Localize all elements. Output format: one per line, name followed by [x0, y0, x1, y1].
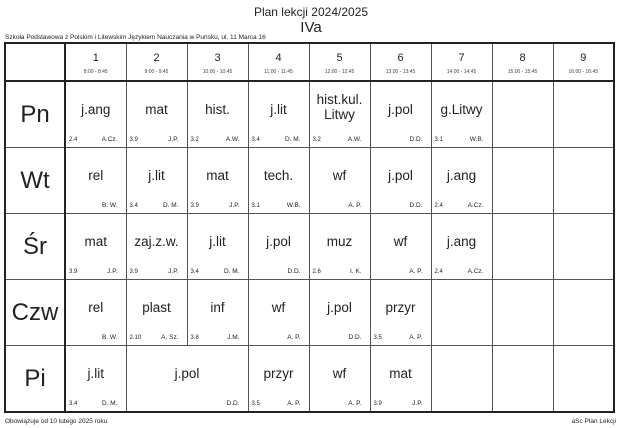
lesson-teacher: J.M. [227, 334, 240, 341]
lesson-cell [431, 148, 492, 214]
lesson-cell [187, 81, 248, 148]
lesson-subject: wf [332, 366, 347, 381]
lesson-teacher: D.D. [409, 202, 423, 209]
period-time: 12:00 - 12:45 [324, 69, 355, 75]
period-number: 5 [336, 52, 343, 64]
lesson-subject: j.lit [270, 102, 287, 117]
lesson-cell [248, 214, 309, 280]
lesson-room: 2.4 [434, 203, 443, 209]
lesson-subject: zaj.z.w. [134, 234, 179, 249]
lesson-cell [65, 346, 126, 413]
lesson-cell [553, 214, 614, 280]
lesson-subject: j.pol [174, 366, 200, 381]
lesson-cell [187, 280, 248, 346]
lesson-subject: g.Litwy [440, 102, 483, 117]
lesson-room: 3.2 [190, 137, 199, 143]
lesson-cell [492, 81, 553, 148]
lesson-cell [431, 280, 492, 346]
lesson-subject: muz [326, 234, 353, 249]
lesson-cell [553, 280, 614, 346]
lesson-cell [553, 81, 614, 148]
lesson-subject: j.ang [81, 102, 111, 117]
day-name: Czw [5, 280, 65, 346]
lesson-room: 3.9 [190, 203, 199, 209]
lesson-teacher: D.D. [226, 400, 240, 407]
lesson-subject: j.lit [148, 168, 165, 183]
day-name: Śr [5, 214, 65, 280]
lesson-cell [65, 81, 126, 148]
lesson-room: 2.6 [312, 269, 321, 275]
lesson-teacher: A.Cz. [101, 136, 118, 143]
lesson-room: 3.4 [190, 269, 199, 275]
lesson-cell [370, 81, 431, 148]
school-name: Szkoła Podstawowa z Polskim i Litewskim Językiem Nauczania w Puńsku, ul. 11 Marca 16 [5, 34, 266, 41]
period-number: 4 [275, 52, 282, 64]
lesson-room: 3.9 [373, 401, 382, 407]
lesson-cell [431, 346, 492, 413]
lesson-cell [309, 148, 370, 214]
lesson-subject: j.lit [87, 366, 104, 381]
lesson-cell [248, 81, 309, 148]
lesson-subject: mat [206, 168, 229, 183]
lesson-teacher: J.P. [412, 400, 423, 407]
lesson-subject: przyr [385, 300, 416, 315]
period-header-6 [370, 43, 431, 81]
app-credit: aSc Plan Lekcji [571, 418, 616, 425]
period-header-row [5, 43, 614, 81]
lesson-room: 3.4 [251, 137, 260, 143]
period-time: 16:00 - 16:45 [568, 69, 598, 75]
lesson-teacher: J.P. [168, 268, 179, 275]
period-number: 6 [397, 52, 404, 64]
period-time: 13:00 - 13:45 [385, 69, 416, 75]
lesson-cell [553, 148, 614, 214]
period-header-5 [309, 43, 370, 81]
lesson-cell [309, 214, 370, 280]
lesson-teacher: J.P. [229, 202, 240, 209]
lesson-teacher: D.D. [287, 268, 301, 275]
day-row [5, 81, 614, 148]
lesson-teacher: A. P. [409, 268, 423, 275]
lesson-teacher: A.W. [225, 136, 240, 143]
period-header-9 [553, 43, 614, 81]
day-row [5, 280, 614, 346]
lesson-cell [553, 346, 614, 413]
corner-cell [5, 43, 65, 81]
lesson-room: 3.4 [69, 401, 78, 407]
day-row [5, 214, 614, 280]
lesson-subject: inf [210, 300, 225, 315]
lesson-subject: j.ang [446, 234, 477, 249]
day-row [5, 148, 614, 214]
period-header-3 [187, 43, 248, 81]
lesson-room: 3.9 [129, 137, 138, 143]
lesson-subject: j.ang [446, 168, 477, 183]
lesson-teacher: A. P. [409, 334, 423, 341]
lesson-cell [126, 81, 187, 148]
lesson-cell [309, 280, 370, 346]
period-time: 10:00 - 10:45 [202, 69, 233, 75]
lesson-teacher: A. P. [287, 400, 301, 407]
lesson-cell [370, 214, 431, 280]
day-name: Wt [5, 148, 65, 214]
lesson-subject: j.pol [327, 300, 352, 315]
lesson-subject: plast [142, 300, 171, 315]
lesson-room: 3.1 [251, 203, 260, 209]
day-name: Pn [5, 81, 65, 148]
period-number: 3 [214, 52, 221, 64]
lesson-teacher: W.B. [469, 136, 484, 143]
lesson-teacher: A. Sz. [161, 334, 179, 341]
lesson-teacher: B. W. [101, 334, 118, 341]
lesson-cell [431, 214, 492, 280]
lesson-room: 3.2 [312, 137, 321, 143]
lesson-cell [248, 280, 309, 346]
lesson-cell [248, 346, 309, 413]
lesson-cell [492, 280, 553, 346]
lesson-cell [492, 148, 553, 214]
period-header-4 [248, 43, 309, 81]
lesson-subject: wf [271, 300, 286, 315]
lesson-room: 2.10 [129, 335, 142, 341]
period-header-7 [431, 43, 492, 81]
lesson-teacher: D. M. [162, 202, 179, 209]
lesson-cell [126, 148, 187, 214]
lesson-room: 3.9 [69, 269, 78, 275]
period-number: 2 [153, 52, 160, 64]
lesson-subject: hist. [205, 102, 230, 117]
period-number: 1 [92, 52, 99, 64]
period-time: 9:00 - 9:45 [144, 69, 169, 75]
lesson-room: 3.5 [373, 335, 382, 341]
lesson-teacher: A. P. [287, 334, 301, 341]
lesson-cell [187, 148, 248, 214]
lesson-subject: wf [393, 234, 408, 249]
lesson-subject: j.lit [209, 234, 226, 249]
period-header-1 [65, 43, 126, 81]
class-name: IVa [300, 19, 322, 36]
lesson-subject: mat [389, 366, 412, 381]
lesson-room: 3.4 [129, 203, 138, 209]
lesson-subject: wf [332, 168, 347, 183]
lesson-room: 3.5 [251, 401, 260, 407]
lesson-cell [65, 148, 126, 214]
lesson-cell [370, 148, 431, 214]
lesson-cell [370, 346, 431, 413]
lesson-teacher: A. P. [348, 202, 362, 209]
lesson-cell [431, 81, 492, 148]
timetable [4, 42, 615, 413]
period-number: 9 [580, 52, 587, 64]
lesson-cell [126, 214, 187, 280]
lesson-teacher: A.Cz. [467, 202, 484, 209]
period-time: 11:00 - 11:45 [264, 69, 293, 75]
lesson-subject: mat [145, 102, 168, 117]
period-time: 15:00 - 15:45 [507, 69, 538, 75]
lesson-teacher: W.B. [286, 202, 301, 209]
lesson-teacher: A.W. [347, 136, 362, 143]
period-header-2 [126, 43, 187, 81]
lesson-room: 3.9 [129, 269, 138, 275]
day-name: Pi [5, 346, 65, 413]
lesson-subject: rel [88, 300, 104, 315]
lesson-teacher: J.P. [107, 268, 118, 275]
lesson-subject: mat [84, 234, 107, 249]
valid-from-note: Obowiązuje od 10 lutego 2025 roku [5, 418, 108, 425]
lesson-cell [309, 81, 370, 148]
period-time: 8:00 - 8:45 [83, 69, 108, 75]
lesson-subject: przyr [263, 366, 294, 381]
period-number: 8 [519, 52, 526, 64]
lesson-subject: j.pol [388, 168, 413, 183]
lesson-subject: hist.kul. Litwy [316, 92, 363, 122]
lesson-room: 3.1 [434, 137, 443, 143]
period-number: 7 [458, 52, 465, 64]
lesson-cell [187, 214, 248, 280]
lesson-subject: tech. [263, 168, 294, 183]
lesson-cell [126, 280, 187, 346]
lesson-teacher: D. M. [101, 400, 118, 407]
lesson-teacher: I. K. [349, 268, 362, 275]
lesson-cell [65, 214, 126, 280]
lesson-room: 2.4 [69, 137, 78, 143]
period-header-8 [492, 43, 553, 81]
lesson-cell [309, 346, 370, 413]
lesson-cell [370, 280, 431, 346]
lesson-teacher: D. M. [284, 136, 301, 143]
lesson-teacher: D.D. [348, 334, 362, 341]
lesson-teacher: A.Cz. [467, 268, 484, 275]
lesson-teacher: B. W. [101, 202, 118, 209]
lesson-teacher: D. M. [223, 268, 240, 275]
lesson-cell [492, 214, 553, 280]
lesson-subject: rel [88, 168, 104, 183]
lesson-teacher: D.D. [409, 136, 423, 143]
period-time: 14:00 - 14:45 [446, 69, 477, 75]
lesson-teacher: J.P. [168, 136, 179, 143]
lesson-cell [126, 346, 248, 413]
day-row [5, 346, 614, 413]
lesson-teacher: A. P. [348, 400, 362, 407]
lesson-cell [248, 148, 309, 214]
lesson-room: 2.4 [434, 269, 443, 275]
page-title: Plan lekcji 2024/2025 [253, 5, 369, 19]
lesson-cell [492, 346, 553, 413]
lesson-subject: j.pol [266, 234, 291, 249]
lesson-room: 3.8 [190, 335, 199, 341]
lesson-cell [65, 280, 126, 346]
lesson-subject: j.pol [388, 102, 413, 117]
